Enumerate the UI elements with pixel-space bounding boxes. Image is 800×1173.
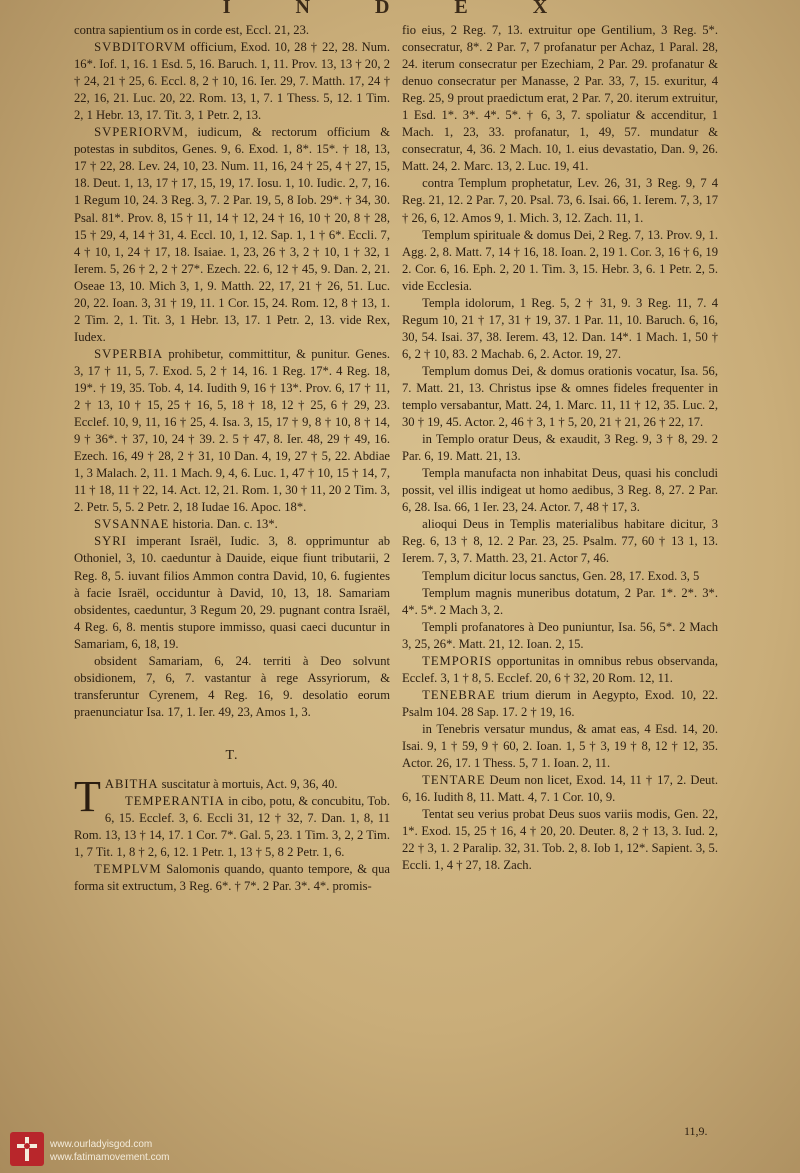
entry-text: imperant Israël, Iudic. 3, 8. opprimuntur ab Othoniel, 3, 10. caeduntur à Dauide, eique fiunt tributarii, 2 Reg. 8, 5. iuvant filios Ammon contra David, 10, 6. fugientes à facie Israël, occiduntur à David, 10, 13, 18. Samariam obsidentes, caeduntur, 3 Regum 20, 29. pugnant contra Israël, 4 Reg. 6, 8. mentis stupore immisso, quasi caeci ducuntur in Samariam, 6, 18, 19. bbox=[74, 534, 390, 651]
index-entry bbox=[402, 585, 718, 619]
entry-text: Templa manufacta non inhabitat Deus, quasi his concludi possit, vel illis indigeat ut homo aedibus, 3 Reg. 8, 27. 2 Par. 6, 28. Isa. 66, 1 Ier. 23, 24. Actor. 7, 48 † 17, 3. bbox=[402, 466, 718, 515]
index-entry bbox=[402, 516, 718, 567]
index-entry bbox=[74, 861, 390, 895]
index-entry bbox=[74, 22, 390, 39]
entry-heading: ABITHA bbox=[104, 776, 159, 791]
entry-text: in cibo, potu, & concubitu, Tob. 6, 15. Ecclef. 3, 6. Eccli 31, 12 † 32, 7. Dan. 1, 8, 11 Rom. 13, 13 † 14, 17. 1 Cor. 7*. Gal. 5, 23. 1 Tim. 3, 2, 2 Tim. 1, 7 Tit. 1, 8 † 2, 6, 12. 1 Petr. 1, 13 † 5, 8 2 Petr. 1, 6. bbox=[74, 794, 390, 860]
entry-text: obsident Samariam, 6, 24. territi à Deo solvunt obsidionem, 7, 6, 7. vastantur à rege Assyriorum, & transferuntur Cyrenem, 4 Reg. 16, 9. desolatio eorum praenunciatur Isa. 17, 1. Ier. 49, 23, Amos 1, 3. bbox=[74, 653, 390, 719]
index-entry bbox=[402, 568, 718, 585]
drop-capital: T bbox=[74, 771, 101, 821]
entry-text: historia. Dan. c. 13*. bbox=[169, 517, 278, 532]
entry-text: Templum dicitur locus sanctus, Gen. 28, 17. Exod. 3, 5 bbox=[422, 568, 700, 583]
footer-url-2[interactable]: www.fatimamovement.com bbox=[50, 1152, 170, 1163]
entry-text: contra sapientium os in corde est, Eccl. 21, 23. bbox=[74, 23, 310, 37]
entry-text: alioqui Deus in Templis materialibus habitare dicitur, 3 Reg. 6, 13 † 8, 12. 2 Par. 23, 25. Psalm. 77, 60 † 13 1, 13. Ierem. 7, 3, 7. Matth. 23, 21. Actor 7, 46. bbox=[402, 517, 718, 566]
entry-text: Deum non licet, Exod. 14, 11 † 17, 2. Deut. 6, 16. Iudith 8, 11. Matt. 4, 7. 1 Cor. 10, 9. bbox=[402, 773, 718, 805]
entry-text: contra Templum prophetatur, Lev. 26, 31, 3 Reg. 9, 7 4 Reg. 21, 12. 2 Par. 7, 20. Psal. 73, 6. Isai. 66, 1. Ierem. 7, 3, 17 † 26, 6, 12. Amos 9, 1. Mich. 3, 12. Zach. 11, 1. bbox=[402, 176, 718, 225]
entry-text: , iudicum, & rectorum officium & potestas in subditos, Genes. 9, 6. Exod. 1, 8*. 15*. † 18, 13, 17 † 22, 28. Lev. 24, 10, 23. Num. 11, 16, 24 † 25, 4 † 27, 15, 18. Deut. 1, 13, 17 † 17, 15, 19, 17. Iosu. 1, 10. Iudic. 2, 7, 16. 1 Regum 10, 24. 3 Reg. 3, 7. 2 Par. 19, 5, 8 Iob. 29*. † 34, 30. Psal. 81*. Prov. 8, 15 † 11, 14 † 12, 24 † 16, 10 † 20, 8 † 28, 15 † 29, 4, 14 † 31, 4. Eccl. 10, 1, 12. Sap. 1, 1 † 6*. Eccli. 7, 4 † 10, 1, 24 † 17, 18. Isaiae. 1, 23, 26 † 3, 2 † 10, 1 † 32, 1 Ierem. 5, 26 † 2, 2 † 27*. Ezech. 22. 6, 12 † 45, 9. Dan. 2, 21. Oseae 13, 10. Mich 3, 1, 9. Matth. 22, 17, 21 † 26, 51. Luc. 20, 22. Ioan. 3, 31 † 19, 11. 1 Cor. 15, 24. Rom. 12, 8 † 13, 1. 2 Tim. 2, 1. Tit. 3, 1 Hebr. 13, 17. 1 Petr. 2, 13. vide Rex, Iudex. bbox=[74, 125, 390, 344]
index-entry bbox=[402, 806, 718, 874]
index-entry bbox=[402, 619, 718, 653]
entry-text: in Templo oratur Deus, & exaudit, 3 Reg. 9, 3 † 8, 29. 2 Par. 6, 19. Matt. 21, 13. bbox=[402, 432, 718, 464]
entry-heading: TENTARE bbox=[422, 773, 486, 788]
index-entry bbox=[74, 516, 390, 533]
index-entry bbox=[74, 124, 390, 346]
index-entry bbox=[74, 346, 390, 516]
index-entry bbox=[74, 39, 390, 124]
entry-text: Templum domus Dei, & domus orationis vocatur, Isa. 56, 7. Matt. 21, 13. Christus ipse & omnes fideles frequenter in templo versabantur, Matt. 24, 1. Marc. 11, 11 † 12, 35. Luc. 2, 30 † 19, 45. Actor. 2, 46 † 3, 1 † 5, 20, 21 † 21, 26 † 22, 17. bbox=[402, 363, 718, 430]
left-entries bbox=[74, 22, 390, 721]
footer-url-1[interactable]: www.ourladyisgod.com bbox=[50, 1139, 153, 1150]
entry-text: Templa idolorum, 1 Reg. 5, 2 † 31, 9. 3 Reg. 11, 7. 4 Regum 10, 21 † 17, 31 † 19, 37. 1 Par. 11, 10. Baruch. 6, 16, 30, 54. Isai. 37, 38. Ierem. 43, 12. Dan. 14*. 1 Mach. 1, 50 † 6, 2 † 10, 83. 2 Machab. 6, 2. Actor. 19, 27. bbox=[402, 295, 718, 361]
entry-heading: TEMPORIS bbox=[422, 653, 493, 668]
entry-heading: SVPERBIA bbox=[94, 346, 164, 361]
entry-text: opportunitas in omnibus rebus observanda, Ecclef. 3, 1 † 8, 5. Ecclef. 20, 6 † 32, 20 Rom. 12, 11. bbox=[402, 653, 718, 685]
entry-text: Templum spirituale & domus Dei, 2 Reg. 7, 13. Prov. 9, 1. Agg. 2, 8. Matt. 7, 14 † 16, 18. Ioan. 2, 19 1. Cor. 3, 16 † 6, 19 2. Cor. 6, 16. Eph. 2, 20 1. Tim. 3, 15. Hebr. 3, 6. 1 Petr. 2, 5. vide Ecclesia. bbox=[402, 227, 718, 293]
left-column bbox=[74, 22, 390, 895]
entry-text: Salomonis quando, quanto tempore, & qua forma sit extructum, 3 Reg. 6*. † 7*. 2 Par. 3*. 4*. promis- bbox=[74, 862, 390, 894]
entry-text: Templum magnis muneribus dotatum, 2 Par. 1*. 2*. 3*. 4*. 5*. 2 Mach 3, 2. bbox=[402, 585, 718, 617]
entry-text: trium dierum in Aegypto, Exod. 10, 22. Psalm 104. 28 Sap. 17. 2 † 19, 16. bbox=[402, 687, 718, 719]
entry-text: officium, Exod. 10, 28 † 22, 28. Num. 16*. Iof. 1, 16. 1 Esd. 5, 16. Baruch. 1, 11. Prov. 13, 13 † 20, 2 † 24, 21 † 25, 6. Eccl. 8, 2 † 10, 16. Ier. 29, 7. Matth. 17, 24 † 22, 16, 21. Luc. 20, 22. Rom. 13, 1, 7. 1 Thess. 5, 12. 1 Tim. 2, 1 Hebr. 13, 17. Tit. 3, 1 Petr. 2, 13. bbox=[74, 40, 390, 123]
index-entry bbox=[402, 227, 718, 295]
index-entry bbox=[74, 533, 390, 652]
index-entry bbox=[402, 363, 718, 431]
page-header: I N D E X bbox=[222, 0, 578, 18]
logo-icon bbox=[10, 1132, 44, 1166]
entry-heading: TEMPLVM bbox=[94, 862, 162, 877]
index-entry bbox=[74, 653, 390, 721]
index-entry bbox=[74, 793, 390, 861]
entry-text: Tentat seu verius probat Deus suos variis modis, Gen. 22, 1*. Exod. 15, 25 † 16, 4 † 20, 20. Deuter. 8, 2 † 13, 3. Iud. 2, 22 † 3, 1. 2 Paralip. 32, 31. Tob. 2, 8. Iob 1, 12*. Sapient. 3, 5. Eccli. 1, 4 † 27, 18. Zach. bbox=[402, 807, 718, 873]
entry-text: Templi profanatores à Deo puniuntur, Isa. 56, 5*. 2 Mach 3, 25, 26*. Matt. 21, 12. Ioan. 2, 15. bbox=[402, 619, 718, 651]
entry-heading: TENEBRAE bbox=[422, 687, 496, 702]
right-entries bbox=[402, 22, 718, 874]
entry-heading: SVBDITORVM bbox=[94, 40, 187, 55]
entry-text: in Tenebris versatur mundus, & amat eas, 4 Esd. 14, 20. Isai. 9, 1 † 59, 9 † 60, 2. Ioan. 1, 5 † 3, 19 † 8, 12 † 12, 35. Actor. 26, 17. 1 Thess. 5, 7 1. Ioan. 2, 11. bbox=[402, 721, 718, 771]
entry-heading: TEMPERANTIA bbox=[125, 794, 225, 809]
entry-text: fio eius, 2 Reg. 7, 13. extruitur ope Gentilium, 3 Reg. 5*. consecratur, 8*. 2 Par. 7, 7 profanatur per Achaz, 1 Paral. 28, 24. iterum consecratur per Ezechiam, 2 Par. 29. profanatur & denuo consecratur per Manasse, 2 Par. 33, 7, 15. exuritur, 4 Reg. 25, 9 prout praedictum erat, 2 Par. 7, 20. iterum extruitur, 1 Esd. 1*. 3*. 4*. 5*. † 6, 3, 7. spoliatur & accenditur, 1 Mach. 1, 23, 33. profanatur, 1, 49, 57. mundatur & consecratur, 4, 36. 2 Mach. 10, 1. eius devastatio, Dan. 9, 26. Matt. 24, 2. Marc. 13, 2. Luc. 19, 41. bbox=[402, 23, 718, 174]
section-letter: T. bbox=[225, 747, 239, 763]
entry-heading: SYRI bbox=[94, 534, 127, 549]
index-entry bbox=[402, 772, 718, 806]
watermark-footer bbox=[10, 1132, 250, 1170]
entry-heading: SVSANNAE bbox=[94, 517, 170, 532]
index-entry bbox=[402, 431, 718, 465]
t-entries bbox=[74, 771, 390, 895]
index-entry bbox=[402, 295, 718, 363]
index-entry bbox=[402, 687, 718, 721]
right-column bbox=[402, 22, 718, 874]
entry-heading: SVPERIORVM bbox=[94, 125, 185, 140]
index-entry bbox=[402, 465, 718, 516]
entry-text: prohibetur, committitur, & punitur. Genes. 3, 17 † 11, 5, 7. Exod. 5, 2 † 14, 16. 1 Reg. 17*. 4 Reg. 18, 19*. † 19, 35. Tob. 4, 14. Iudith 9, 16 † 13*. Prov. 6, 17 † 11, 2 † 13, 10 † 15, 25 † 16, 5, 18 † 18, 12 † 25, 6 † 29, 23. Ecclef. 10, 9, 11, 16 † 25, 4. Isa. 3, 15, 17 † 9, 8 † 10, 8 † 14, 9 † 36*. † 37, 10, 24 † 39. 2. 5 † 47, 8. Ier. 48, 29 † 49, 16. Ezech. 16, 49 † 28, 2 † 31, 10 Dan. 4, 19, 27 † 5, 22. Abdiae 1, 3 Malach. 2, 11. 1 Mach. 9, 4, 6. Luc. 1, 47 † 10, 15 † 14, 7, 11 † 18, 11 † 22, 14. Act. 12, 21. Rom. 1, 30 † 11, 20 2 Tim. 3, 2. Petr. 5, 5. 2 Petr. 2, 18 Iudae 16. Apoc. 18*. bbox=[74, 346, 390, 515]
index-entry bbox=[402, 721, 718, 772]
index-entry bbox=[402, 175, 718, 226]
index-entry bbox=[402, 22, 718, 175]
entry-text: suscitatur à mortuis, Act. 9, 36, 40. bbox=[158, 776, 338, 791]
index-entry bbox=[402, 653, 718, 687]
page-number: 11,9. bbox=[684, 1124, 708, 1138]
